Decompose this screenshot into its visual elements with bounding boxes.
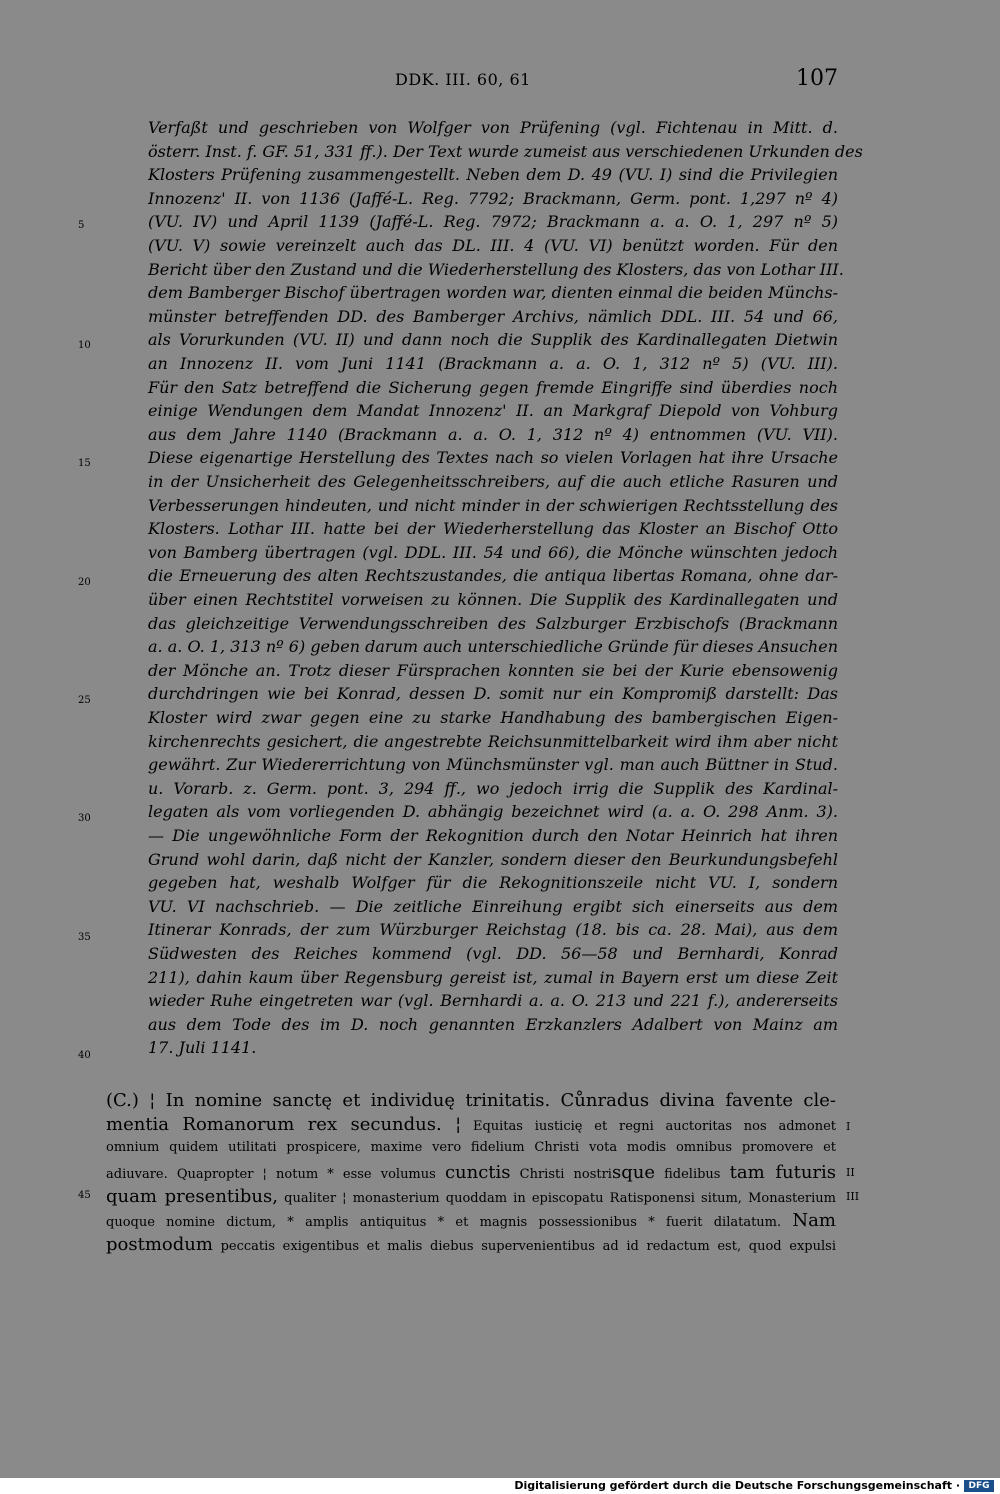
commentary-line: Klosters. Lothar III. hatte bei der Wiederherstellung das Kloster an Bischof Otto	[148, 519, 838, 539]
commentary-line: Innozenz' II. von 1136 (Jaffé-L. Reg. 7792; Brackmann, Germ. pont. 1,297 nº 4)	[148, 188, 838, 208]
charter-line-large: cunctis	[444, 1162, 511, 1183]
line-number: 10	[78, 340, 91, 351]
charter-line	[106, 1162, 836, 1183]
charter-line-large: mentia Romanorum rex secundus. ¦	[106, 1114, 462, 1135]
footer-credit: Digitalisierung gefördert durch die Deutsche Forschungsgemeinschaft ·	[514, 1479, 960, 1492]
commentary-line: kirchenrechts gesichert, die angestrebte Reichsunmittelbarkeit wird ihm aber nicht	[148, 731, 838, 751]
charter-line-small: peccatis exigentibus et malis diebus supervenientibus ad id redactum est, quod expulsi	[220, 1239, 836, 1254]
commentary-line: Bericht über den Zustand und die Wiederherstellung des Klosters, das von Lothar III.	[148, 259, 844, 279]
margin-mark: II	[846, 1166, 855, 1179]
commentary-line: über einen Rechtstitel vorweisen zu können. Die Supplik des Kardinallegaten und	[148, 590, 838, 609]
commentary-line: wieder Ruhe eingetreten war (vgl. Bernhardi a. a. O. 213 und 221 f.), andererseits	[148, 991, 838, 1011]
charter-line	[106, 1186, 836, 1207]
commentary-line: Grund wohl darin, daß nicht der Kanzler, sondern dieser den Beurkundungsbefehl	[148, 849, 838, 869]
commentary-line: Südwesten des Reiches kommend (vgl. DD. 56—58 und Bernhardi, Konrad	[148, 944, 838, 963]
commentary-line: 211), dahin kaum über Regensburg gereist ist, zumal in Bayern erst um diese Zeit	[148, 967, 838, 987]
dfg-logo: DFG	[964, 1480, 994, 1492]
commentary-line: Itinerar Konrads, der zum Würzburger Reichstag (18. bis ca. 28. Mai), aus dem	[148, 920, 838, 940]
footer-bar	[0, 1478, 1000, 1494]
commentary-line: VU. VI nachschrieb. — Die zeitliche Einreihung ergibt sich einerseits aus dem	[148, 896, 838, 916]
commentary-line: münster betreffenden DD. des Bamberger Archivs, nämlich DDL. III. 54 und 66,	[148, 306, 838, 326]
commentary-line: — Die ungewöhnliche Form der Rekognition durch den Notar Heinrich hat ihren	[148, 826, 838, 845]
line-number: 20	[78, 577, 91, 588]
margin-mark: III	[846, 1190, 860, 1203]
commentary-line: der Mönche an. Trotz dieser Fürsprachen konnten sie bei der Kurie ebensowenig	[148, 660, 838, 680]
commentary-line: aus dem Tode des im D. noch genannten Erzkanzlers Adalbert von Mainz am	[148, 1014, 838, 1034]
charter-line-small: qualiter ¦ monasterium quoddam in episcopatu Ratisponensi situm, Monasterium	[284, 1191, 837, 1206]
commentary-line: (VU. IV) und April 1139 (Jaffé-L. Reg. 7972; Brackmann a. a. O. 1, 297 nº 5)	[148, 212, 838, 232]
line-number: 30	[78, 813, 91, 824]
running-title: DDK. III. 60, 61	[395, 70, 531, 89]
commentary-line: Diese eigenartige Herstellung des Textes nach so vielen Vorlagen hat ihre Ursache	[148, 448, 838, 468]
commentary-line: Klosters Prüfening zusammengestellt. Neben dem D. 49 (VU. I) sind die Privilegien	[148, 165, 838, 185]
commentary-line: gegeben hat, weshalb Wolfger für die Rekognitionszeile nicht VU. I, sondern	[148, 873, 838, 893]
charter-line-small: adiuvare. Quapropter ¦ notum * esse volumus	[106, 1167, 436, 1182]
commentary-line: die Erneuerung des alten Rechtszustandes, die antiqua libertas Romana, ohne dar-	[148, 566, 838, 586]
commentary-line: gewährt. Zur Wiedererrichtung von Münchsmünster vgl. man auch Büttner in Stud.	[148, 755, 838, 775]
commentary-line: durchdringen wie bei Konrad, dessen D. somit nur ein Kompromiß darstellt: Das	[148, 684, 838, 704]
commentary-line: in der Unsicherheit des Gelegenheitsschreibers, auf die auch etliche Rasuren und	[148, 472, 838, 491]
commentary-line: einige Wendungen dem Mandat Innozenz' II. an Markgraf Diepold von Vohburg	[148, 401, 838, 421]
charter-line-small: fidelibus	[664, 1167, 721, 1182]
line-number: 40	[78, 1050, 91, 1061]
line-number: 15	[78, 458, 91, 469]
commentary-line: (VU. V) sowie vereinzelt auch das DL. III. 4 (VU. VI) benützt worden. Für den	[148, 236, 838, 255]
charter-line-large: Nam	[792, 1210, 836, 1231]
charter-line-large: tam futuris	[729, 1162, 837, 1183]
commentary-line: Für den Satz betreffend die Sicherung gegen fremde Eingriffe sind überdies noch	[148, 377, 838, 397]
commentary-line: als Vorurkunden (VU. II) und dann noch die Supplik des Kardinallegaten Dietwin	[148, 330, 838, 350]
commentary-line: legaten als vom vorliegenden D. abhängig bezeichnet wird (a. a. O. 298 Anm. 3).	[148, 802, 838, 822]
commentary-line: Kloster wird zwar gegen eine zu starke Handhabung des bambergischen Eigen-	[148, 708, 838, 727]
line-number: 25	[78, 695, 91, 706]
line-number: 45	[78, 1190, 91, 1201]
charter-line-large: postmodum	[106, 1234, 213, 1255]
line-number: 5	[78, 220, 85, 231]
charter-line-small: Christi nostri	[519, 1167, 612, 1182]
commentary-line: Verbesserungen hindeuten, und nicht minder in der schwierigen Rechtsstellung des	[148, 495, 838, 515]
commentary-line: a. a. O. 1, 313 nº 6) geben darum auch unterschiedliche Gründe für dieses Ansuchen	[148, 637, 838, 657]
commentary-line: dem Bamberger Bischof übertragen worden war, dienten einmal die beiden Münchs-	[148, 283, 838, 303]
margin-mark: I	[846, 1120, 851, 1133]
charter-line: omnium quidem utilitati prospicere, maxime vero fidelium Christi vota modis omnibus promovere et	[106, 1140, 836, 1155]
charter-line-small: Equitas iusticię et regni auctoritas nos admonet	[472, 1119, 836, 1134]
page-number: 107	[796, 66, 838, 91]
commentary-line: u. Vorarb. z. Germ. pont. 3, 294 ff., wo jedoch irrig die Supplik des Kardinal-	[148, 778, 838, 798]
charter-line-large: quam presentibus,	[106, 1186, 278, 1207]
commentary-line: 17. Juli 1141.	[148, 1038, 257, 1058]
commentary-line: an Innozenz II. vom Juni 1141 (Brackmann a. a. O. 1, 312 nº 5) (VU. III).	[148, 354, 838, 373]
charter-line	[106, 1234, 836, 1255]
charter-line	[106, 1114, 836, 1135]
commentary-line: österr. Inst. f. GF. 51, 331 ff.). Der Text wurde zumeist aus verschiedenen Urkunden des	[148, 141, 863, 161]
charter-line-small: quoque nomine dictum, * amplis antiquitus * et magnis possessionibus * fuerit dilatatum.	[106, 1215, 782, 1230]
charter-line	[106, 1210, 836, 1231]
charter-line: (C.) ¦ In nomine sanctę et individuę trinitatis. Cůnradus divina favente cle-	[106, 1090, 836, 1111]
line-number: 35	[78, 932, 91, 943]
commentary-line: das gleichzeitige Verwendungsschreiben des Salzburger Erzbischofs (Brackmann	[148, 613, 838, 633]
commentary-line: von Bamberg übertragen (vgl. DDL. III. 54 und 66), die Mönche wünschten jedoch	[148, 542, 838, 562]
commentary-line: Verfaßt und geschrieben von Wolfger von Prüfening (vgl. Fichtenau in Mitt. d.	[148, 118, 838, 137]
charter-line-large: sque	[611, 1162, 655, 1183]
commentary-line: aus dem Jahre 1140 (Brackmann a. a. O. 1, 312 nº 4) entnommen (VU. VII).	[148, 424, 838, 444]
